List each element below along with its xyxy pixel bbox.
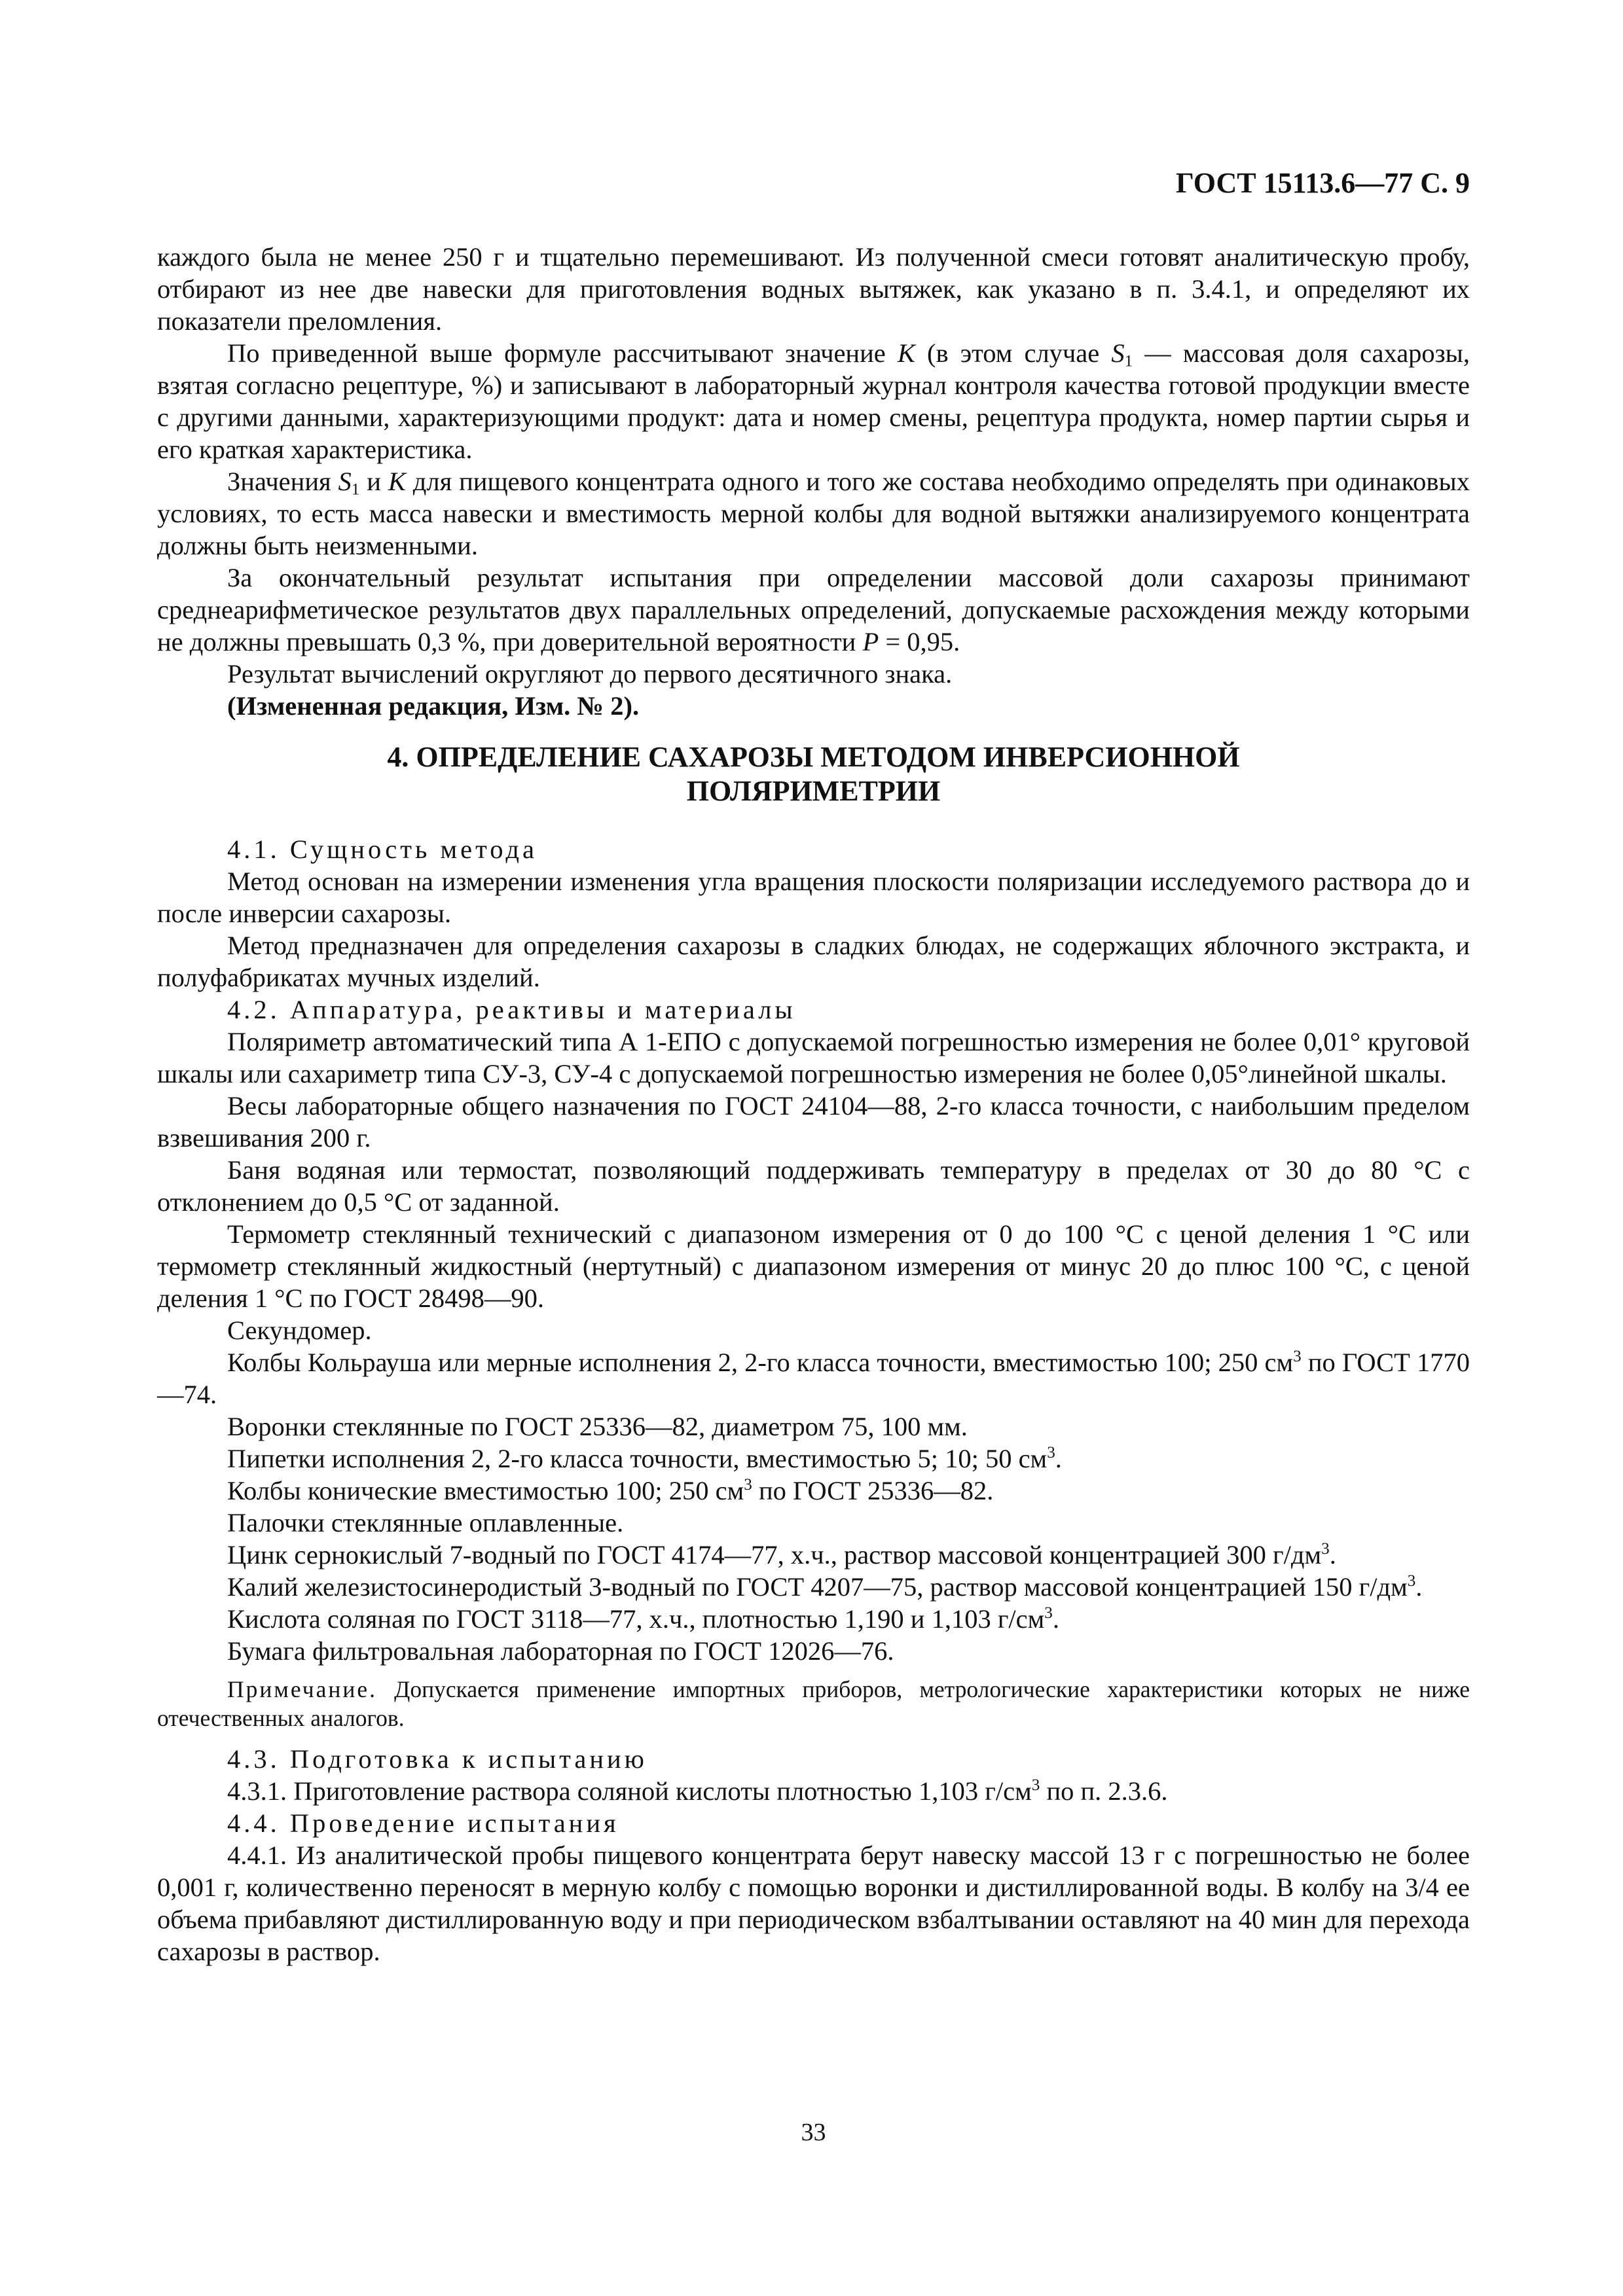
superscript: 3 xyxy=(1044,1604,1053,1622)
formula-symbol: K xyxy=(388,467,406,496)
paragraph: Результат вычислений округляют до первого десятичного знака. xyxy=(227,659,953,689)
equipment-item xyxy=(157,1443,1470,1475)
equipment-item: Поляриметр автоматический типа А 1-ЕПО с допускаемой погрешностью измерения не более 0,01° круговой шкалы или сахариметр типа СУ-3, СУ-4 с допускаемой погрешностью измерения не более 0,05°линейной шкалы. xyxy=(157,1027,1470,1088)
section-heading-line: ПОЛЯРИМЕТРИИ xyxy=(686,775,941,807)
text-run: Значения xyxy=(227,467,338,496)
text-run: 4.3.1. Приготовление раствора соляной кислоты плотностью 1,103 г/см xyxy=(227,1776,1032,1806)
subsection-title: 4.4. Проведение испытания xyxy=(227,1808,619,1838)
paragraph xyxy=(157,1775,1470,1807)
equipment-item xyxy=(157,1539,1470,1571)
text-run: Колбы конические вместимостью 100; 250 см xyxy=(227,1476,744,1505)
subsection-title: 4.1. Сущность метода xyxy=(227,834,538,864)
formula-symbol: P xyxy=(862,627,879,656)
paragraph: Метод основан на измерении изменения угла вращения плоскости поляризации исследуемого раствора до и после инверсии сахарозы. xyxy=(157,867,1470,928)
text-run: Цинк сернокислый 7-водный по ГОСТ 4174—77, х.ч., раствор массовой концентрацией 300 г/дм xyxy=(227,1540,1322,1570)
note xyxy=(157,1675,1470,1732)
equipment-item: Термометр стеклянный технический с диапазоном измерения от 0 до 100 °С с ценой деления 1 °С или термометр стеклянный жидкостный (нертутный) с диапазоном измерения от минус 20 до плюс 100 °С, с ценой деления 1 °С по ГОСТ 28498—90. xyxy=(157,1219,1470,1313)
text-run: По приведенной выше формуле рассчитывают значение xyxy=(227,338,898,368)
note-text: Допускается применение импортных приборов, метрологические характеристики которых не ниже отечественных аналогов. xyxy=(157,1676,1470,1731)
equipment-item: Палочки стеклянные оплавленные. xyxy=(227,1508,624,1537)
equipment-item: Баня водяная или термостат, позволяющий поддерживать температуру в пределах от 30 до 80 °С с отклонением до 0,5 °С от заданной. xyxy=(157,1155,1470,1217)
text-run: . xyxy=(1415,1572,1423,1602)
document-page xyxy=(157,0,1470,2296)
text-run: . xyxy=(1329,1540,1336,1570)
text-run: Калий железистосинеродистый 3-водный по ГОСТ 4207—75, раствор массовой концентрацией 150 г/дм xyxy=(227,1572,1408,1602)
page-number: 33 xyxy=(801,2119,826,2146)
text-run: . xyxy=(1052,1604,1059,1634)
superscript: 3 xyxy=(1321,1539,1330,1558)
text-run: — массовая доля сахарозы, взятая согласно рецептуре, %) и записывают в лабораторный журнал контроля качества готовой продукции вместе с другими данными, характеризующими продукт: дата и номер смены, рецептура продукта, номер партии сырья и его краткая характеристика. xyxy=(157,338,1470,464)
text-run: Кислота соляная по ГОСТ 3118—77, х.ч., плотностью 1,190 и 1,103 г/см xyxy=(227,1604,1045,1634)
amendment-note: (Измененная редакция, Изм. № 2). xyxy=(227,691,640,721)
superscript: 3 xyxy=(1407,1571,1416,1590)
equipment-item: Весы лабораторные общего назначения по ГОСТ 24104—88, 2-го класса точности, с наибольшим пределом взвешивания 200 г. xyxy=(157,1091,1470,1153)
subscript: 1 xyxy=(351,480,360,499)
text-run: Пипетки исполнения 2, 2-го класса точности, вместимостью 5; 10; 50 см xyxy=(227,1444,1048,1473)
text-run: Колбы Кольрауша или мерные исполнения 2, 2-го класса точности, вместимостью 100; 250 см xyxy=(227,1348,1294,1377)
paragraph xyxy=(157,337,1470,465)
superscript: 3 xyxy=(1293,1347,1302,1365)
equipment-item xyxy=(157,1346,1470,1410)
subsection-title: 4.3. Подготовка к испытанию xyxy=(227,1744,647,1774)
superscript: 3 xyxy=(744,1475,752,1494)
text-run: (в этом случае xyxy=(915,338,1112,368)
text-run: по п. 2.3.6. xyxy=(1040,1776,1168,1806)
superscript: 3 xyxy=(1031,1776,1040,1794)
section-heading-line: 4. ОПРЕДЕЛЕНИЕ САХАРОЗЫ МЕТОДОМ ИНВЕРСИОННОЙ xyxy=(387,741,1240,773)
paragraph: 4.4.1. Из аналитической пробы пищевого концентрата берут навеску массой 13 г с погрешностью не более 0,001 г, количественно переносят в мерную колбу с помощью воронки и дистиллированной воды. В колбу на 3/4 ее объема прибавляют дистиллированную воду и при периодическом взбалтывании оставляют на 40 мин для перехода сахарозы в раствор. xyxy=(157,1840,1470,1966)
text-run: по ГОСТ 25336—82. xyxy=(752,1476,994,1505)
page-header: ГОСТ 15113.6—77 С. 9 xyxy=(1175,167,1470,199)
equipment-item: Воронки стеклянные по ГОСТ 25336—82, диаметром 75, 100 мм. xyxy=(227,1412,968,1441)
text-run: и xyxy=(359,467,388,496)
section-heading xyxy=(157,740,1470,808)
text-run: За окончательный результат испытания при определении массовой доли сахарозы принимают среднеарифметическое результатов двух параллельных определений, допускаемые расхождения между которыми не должны превышать 0,3 %, при доверительной вероятности xyxy=(157,563,1470,656)
formula-symbol: S xyxy=(338,467,352,496)
text-run: по ГОСТ 1770—74. xyxy=(157,1348,1470,1409)
equipment-item xyxy=(157,1571,1470,1603)
paragraph: Метод предназначен для определения сахарозы в сладких блюдах, не содержащих яблочного экстракта, и полуфабрикатах мучных изделий. xyxy=(157,931,1470,992)
superscript: 3 xyxy=(1047,1443,1055,1462)
subscript: 1 xyxy=(1124,352,1133,370)
equipment-item xyxy=(157,1603,1470,1635)
formula-symbol: S xyxy=(1111,338,1125,368)
formula-symbol: K xyxy=(897,338,915,368)
equipment-item xyxy=(157,1475,1470,1507)
paragraph xyxy=(157,465,1470,562)
text-run: для пищевого концентрата одного и того же состава необходимо определять при одинаковых условиях, то есть масса навески и вместимость мерной колбы для водной вытяжки анализируемого концентрата должны быть неизменными. xyxy=(157,467,1470,560)
text-run: = 0,95. xyxy=(879,627,960,656)
paragraph xyxy=(157,562,1470,658)
document-body xyxy=(157,241,1470,1967)
equipment-item: Бумага фильтровальная лабораторная по ГОСТ 12026—76. xyxy=(227,1636,894,1666)
equipment-item: Секундомер. xyxy=(227,1316,372,1345)
subsection-title: 4.2. Аппаратура, реактивы и материалы xyxy=(227,995,796,1024)
text-run: . xyxy=(1055,1444,1062,1473)
paragraph: каждого была не менее 250 г и тщательно перемешивают. Из полученной смеси готовят аналитическую пробу, отбирают из нее две навески для приготовления водных вытяжек, как указано в п. 3.4.1, и определяют их показатели преломления. xyxy=(157,242,1470,336)
note-label: Примечание. xyxy=(227,1676,377,1702)
